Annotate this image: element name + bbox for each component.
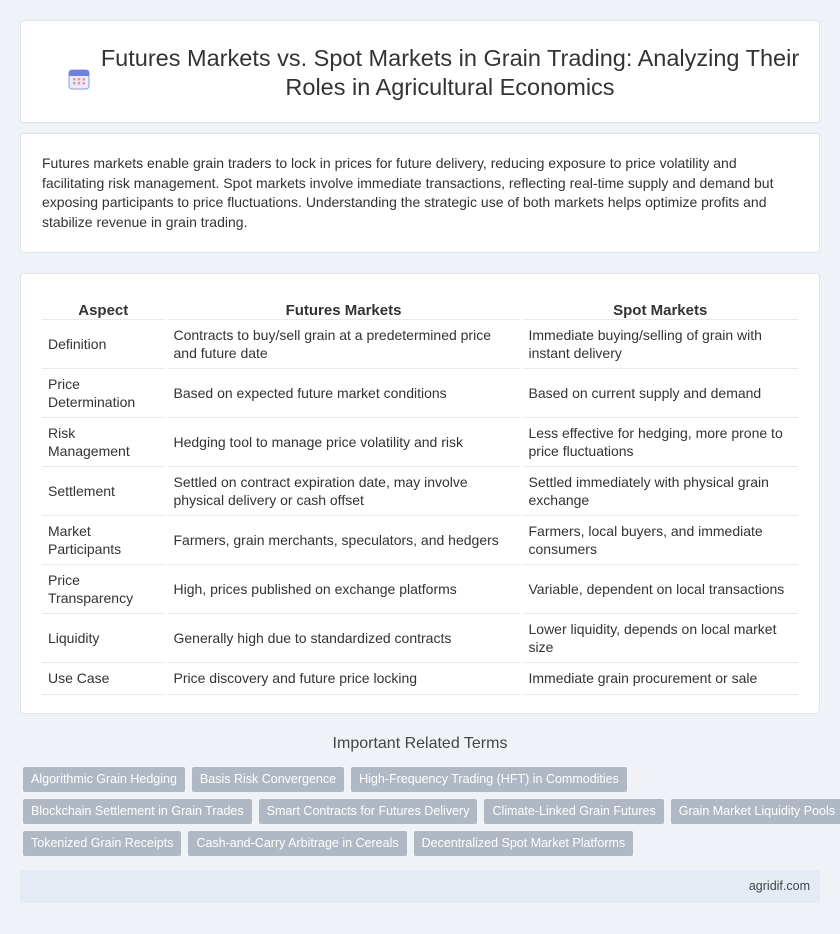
table-row [42,368,798,417]
related-terms-heading: Important Related Terms [332,735,508,752]
related-term-tag[interactable]: Grain Market Liquidity Pools [671,799,840,824]
related-term-tag[interactable]: Climate-Linked Grain Futures [484,799,663,824]
title-card [20,20,820,123]
table-row [42,466,798,515]
cell-futures: Farmers, grain merchants, speculators, and hedgers [166,515,521,564]
related-term-tag[interactable]: Decentralized Spot Market Platforms [414,831,634,856]
tag-row [23,799,836,824]
table-row [42,613,798,662]
cell-futures: Based on expected future market conditions [166,368,521,417]
cell-futures: Hedging tool to manage price volatility and risk [166,417,521,466]
related-term-tag[interactable]: Smart Contracts for Futures Delivery [259,799,478,824]
intro-paragraph: Futures markets enable grain traders to lock in prices for future delivery, reducing exposure to price volatility and facilitating risk management. Spot markets involve immediate transactions, reflecting real-time supply and demand but exposing participants to price fluctuations. Understanding the strategic use of both markets helps optimize profits and stabilize revenue in grain trading. [42,155,774,230]
table-row [42,417,798,466]
cell-futures: High, prices published on exchange platforms [166,564,521,613]
related-term-tag[interactable]: Algorithmic Grain Hedging [23,767,185,792]
header-spot: Spot Markets [521,295,798,319]
cell-spot: Settled immediately with physical grain exchange [521,466,798,515]
related-term-tag[interactable]: Blockchain Settlement in Grain Trades [23,799,252,824]
table-row [42,564,798,613]
cell-spot: Based on current supply and demand [521,368,798,417]
table-row [42,319,798,368]
cell-spot: Variable, dependent on local transactions [521,564,798,613]
cell-spot: Lower liquidity, depends on local market size [521,613,798,662]
related-term-tag[interactable]: High-Frequency Trading (HFT) in Commodities [351,767,627,792]
cell-aspect: Definition [42,319,166,368]
cell-futures: Settled on contract expiration date, may involve physical delivery or cash offset [166,466,521,515]
cell-spot: Farmers, local buyers, and immediate consumers [521,515,798,564]
calendar-icon [67,67,91,91]
table-row [42,662,798,694]
cell-aspect: Use Case [42,662,166,694]
cell-spot: Immediate buying/selling of grain with instant delivery [521,319,798,368]
related-term-tag[interactable]: Basis Risk Convergence [192,767,344,792]
related-terms [23,767,836,863]
cell-futures: Price discovery and future price locking [166,662,521,694]
tag-row [23,767,813,792]
footer [20,870,820,903]
comparison-table [42,295,798,695]
header-aspect: Aspect [78,301,129,319]
cell-aspect: Price Determination [42,368,166,417]
cell-aspect: Liquidity [42,613,166,662]
table-row [42,515,798,564]
footer-site-link[interactable]: agridif.com [748,879,810,893]
cell-spot: Immediate grain procurement or sale [521,662,798,694]
cell-spot: Less effective for hedging, more prone to price fluctuations [521,417,798,466]
cell-futures: Generally high due to standardized contracts [166,613,521,662]
comparison-card [20,273,820,714]
related-term-tag[interactable]: Cash-and-Carry Arbitrage in Cereals [188,831,406,856]
cell-aspect: Risk Management [42,417,166,466]
table-header-row [42,295,798,319]
cell-aspect: Price Transparency [42,564,166,613]
cell-futures: Contracts to buy/sell grain at a predetermined price and future date [166,319,521,368]
tag-row [23,831,813,856]
header-futures: Futures Markets [166,295,521,319]
page-title: Futures Markets vs. Spot Markets in Grain Trading: Analyzing Their Roles in Agricultural Economics [100,45,800,100]
intro-card [20,133,820,253]
related-term-tag[interactable]: Tokenized Grain Receipts [23,831,181,856]
cell-aspect: Settlement [42,466,166,515]
cell-aspect: Market Participants [42,515,166,564]
